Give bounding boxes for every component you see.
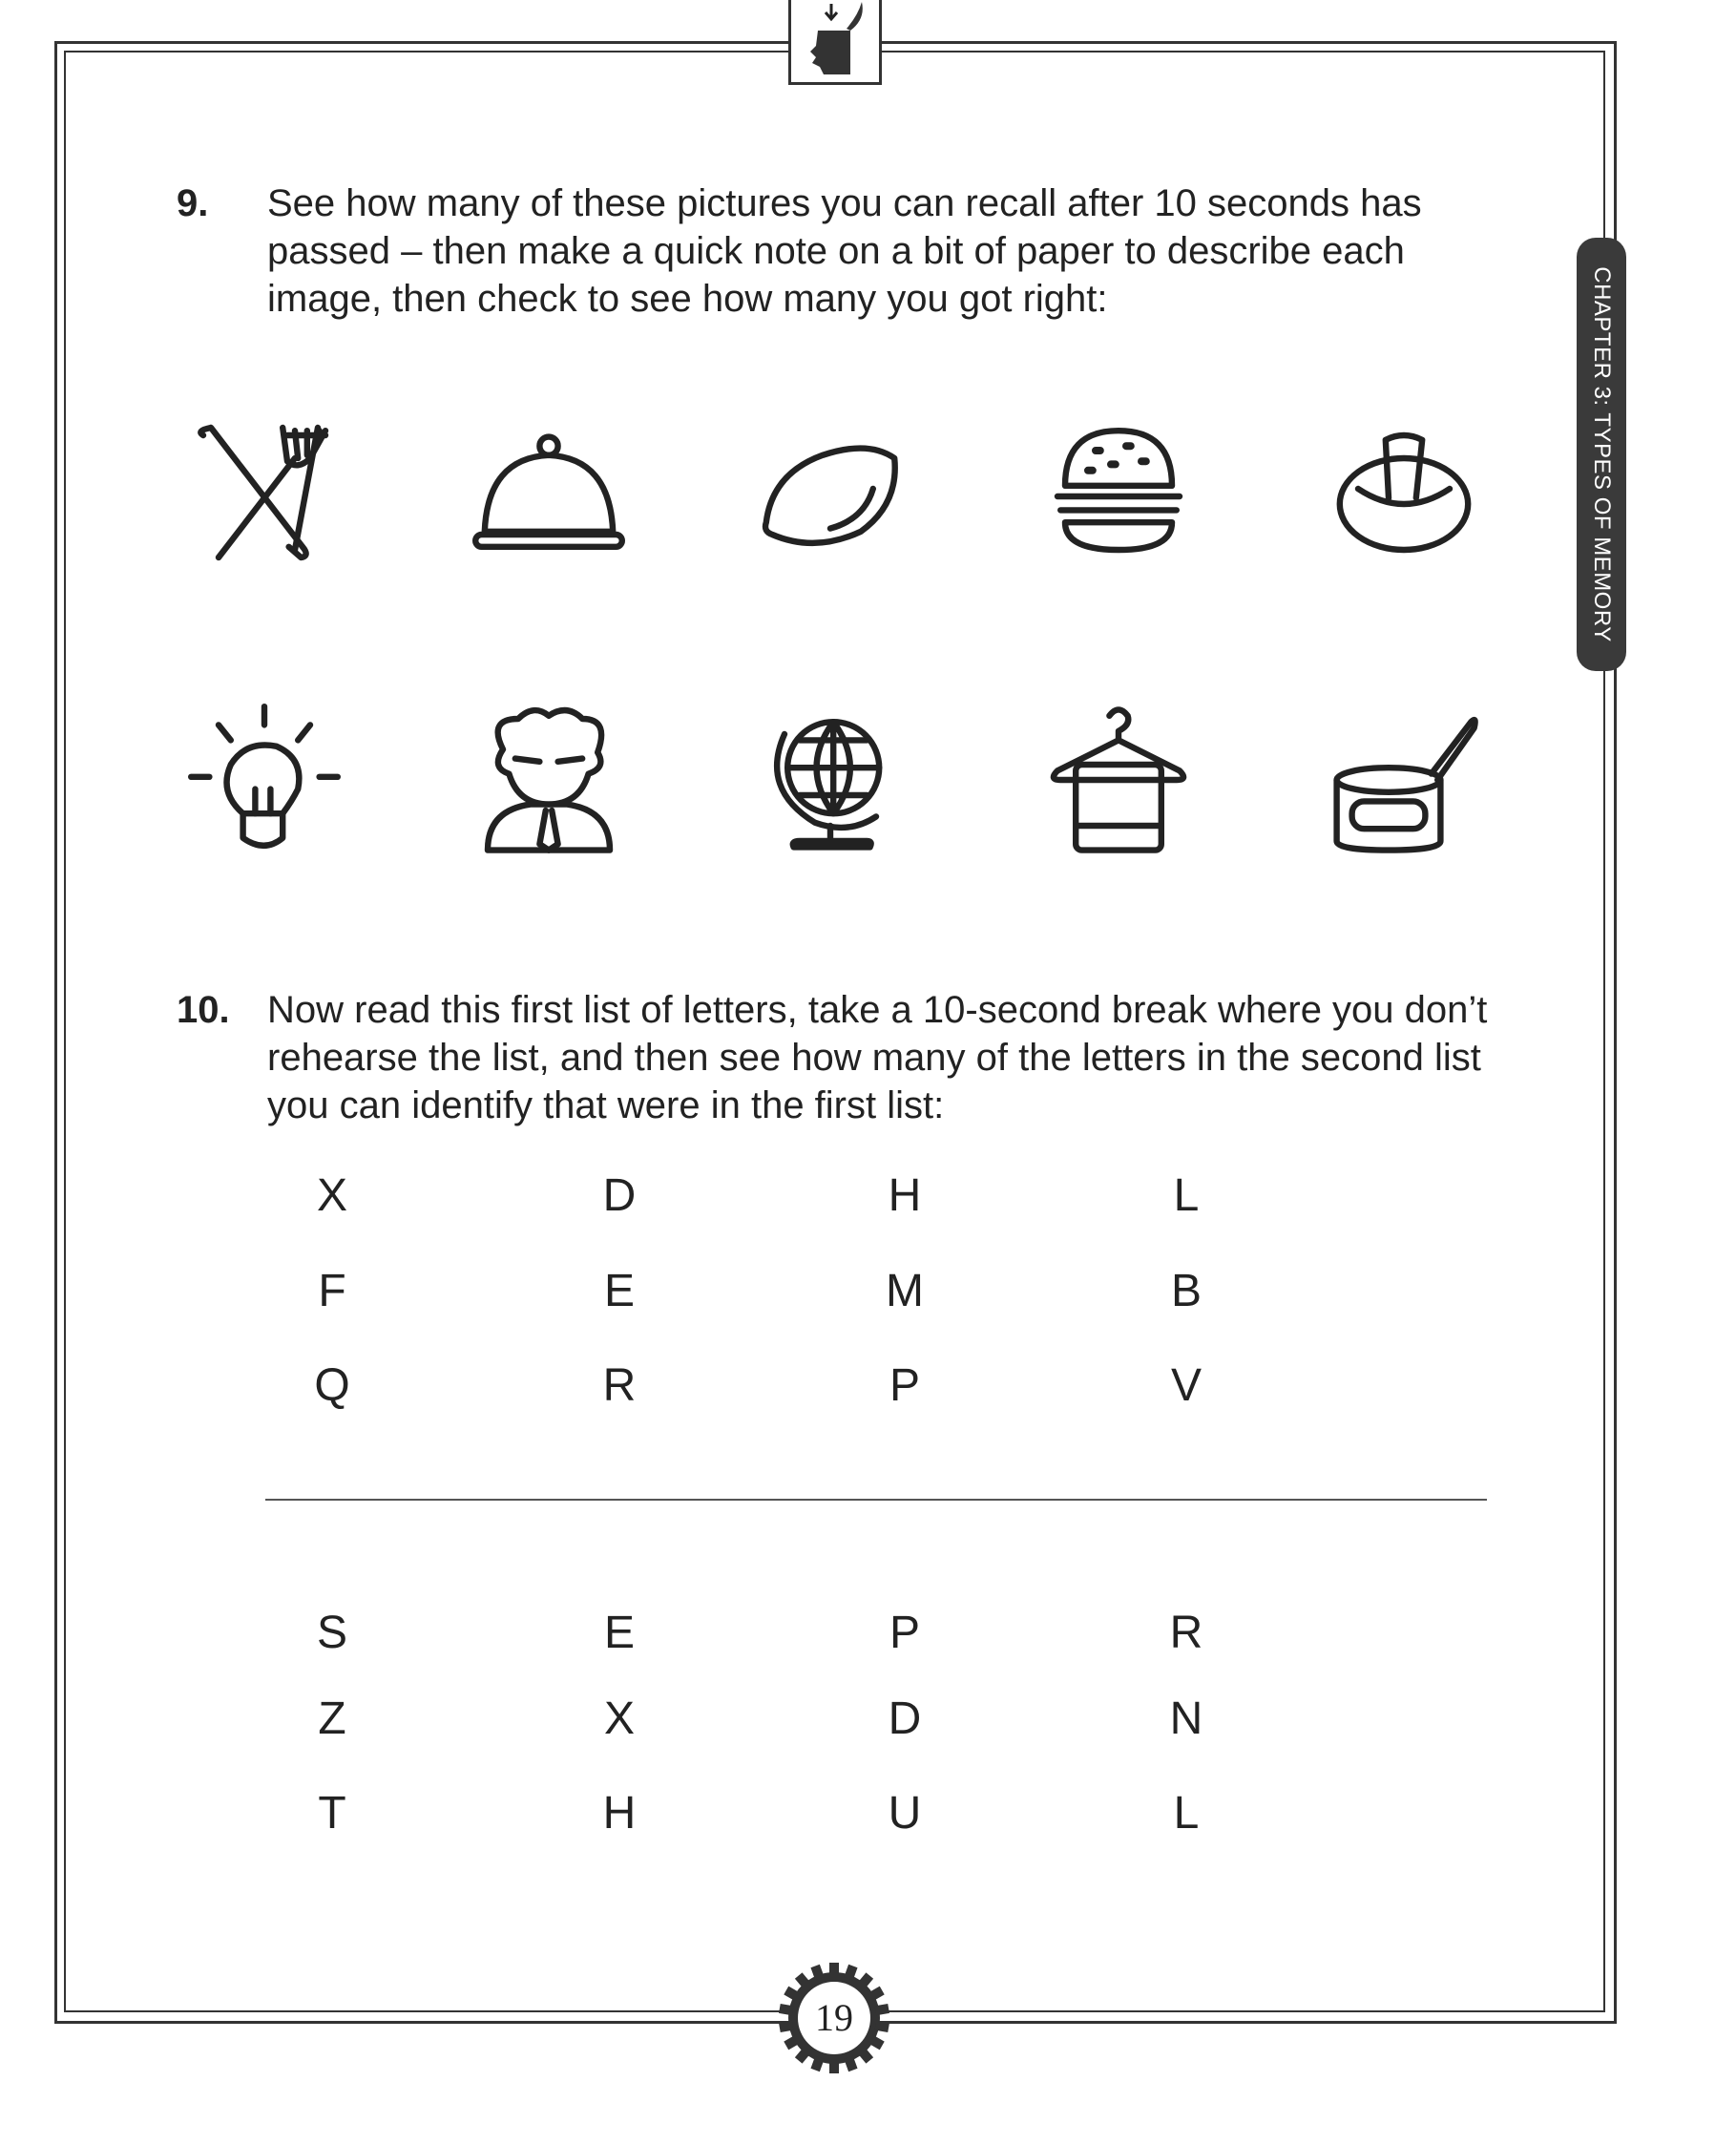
letter: D [888,1693,922,1744]
letter: Z [318,1693,346,1744]
towel-hanger-icon [1042,704,1195,856]
letter: Q [314,1360,350,1411]
letter: P [889,1608,920,1658]
letter: U [888,1788,922,1839]
letter: X [603,1693,635,1744]
burger-icon [1042,412,1195,565]
letter: L [1173,1788,1200,1839]
question-number: 10. [177,989,230,1031]
knife-fork-icon [188,412,341,565]
letter: D [602,1170,637,1221]
page-number: 19 [815,1996,853,2039]
head-logo-icon [788,0,882,85]
letter: S [316,1608,347,1658]
question-text: See how many of these pictures you can recall after 10 seconds has passed – then make a quick note on a bit of paper to describe each image, then check to see how many you got right: [267,182,1422,320]
cloche-icon [472,412,625,565]
letter: R [602,1360,637,1411]
letter: V [1170,1360,1202,1411]
person-icon [472,704,625,856]
mushroom-icon [1328,412,1480,565]
gear-tooth [829,1963,839,1976]
chapter-tab [1577,238,1626,671]
lemon-icon [754,412,907,565]
lightbulb-icon [188,704,341,856]
letter: P [889,1360,920,1411]
letter: H [602,1788,637,1839]
question-number: 9. [177,182,209,224]
tin-can-icon [1328,704,1480,856]
gear-tooth [829,2060,839,2073]
letter: N [1169,1693,1203,1744]
letter: B [1170,1266,1202,1316]
letter: F [318,1266,346,1316]
letter: R [1169,1608,1203,1658]
letter: E [603,1608,635,1658]
question-text: Now read this first list of letters, take a 10-second break where you don’t rehearse the list, and then see how many of the letters in the second list you can identify that were in the first list: [267,989,1488,1126]
globe-icon [754,704,907,856]
letter: M [886,1266,924,1316]
letter: T [318,1788,346,1839]
letter: E [603,1266,635,1316]
list-divider [265,1499,1487,1501]
letter: H [888,1170,922,1221]
chapter-tab-label: CHAPTER 3: TYPES OF MEMORY [1589,266,1615,642]
letter: L [1173,1170,1200,1221]
letter: X [316,1170,347,1221]
